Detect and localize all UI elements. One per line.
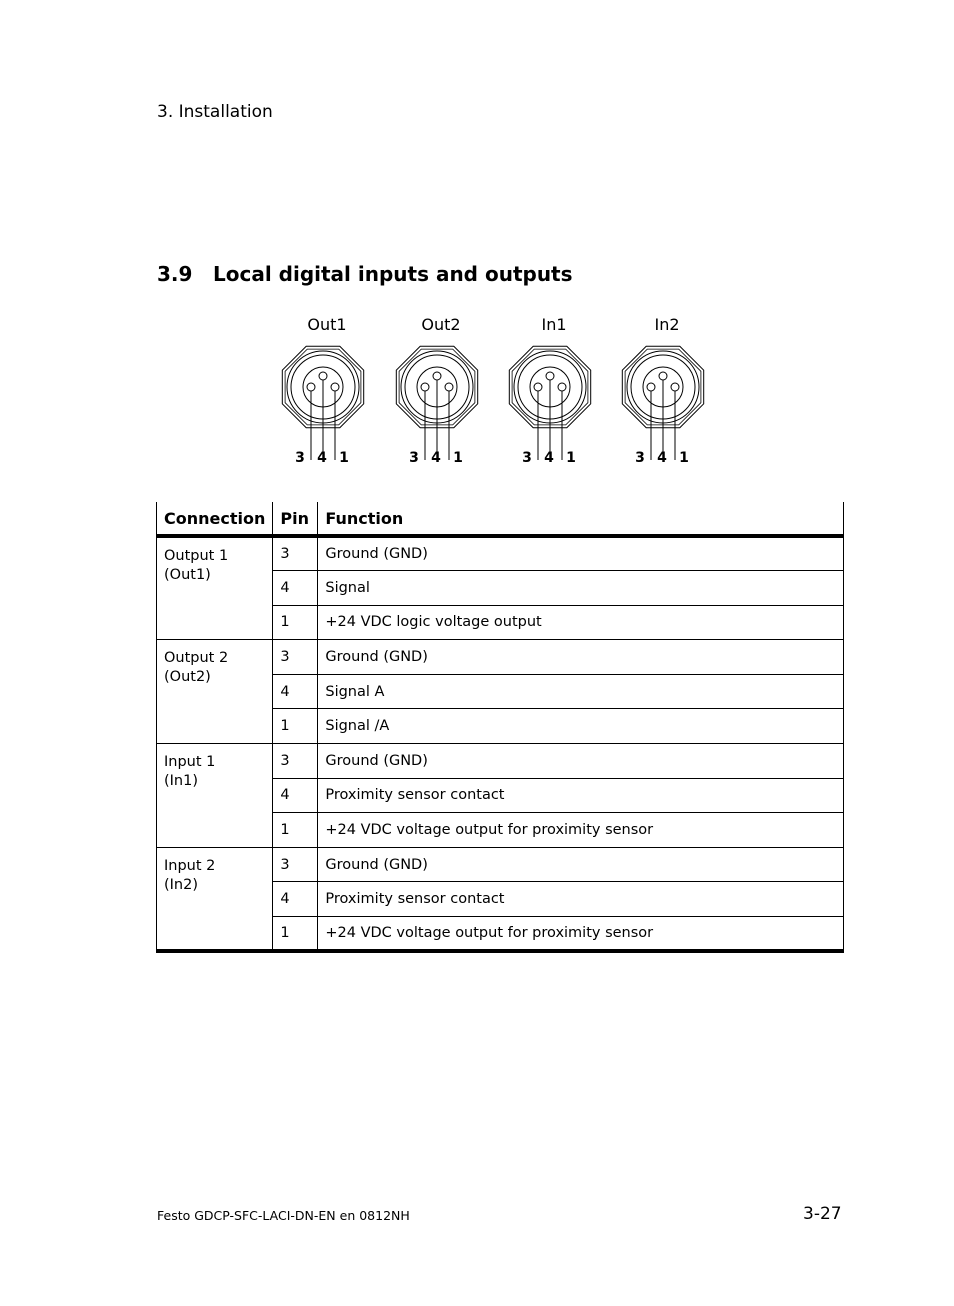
connector-diagram xyxy=(0,300,954,480)
connection-name: Input 2 xyxy=(164,857,216,874)
pin-cell: 3 xyxy=(273,640,318,675)
connection-cell xyxy=(157,640,273,744)
footer-document-id: Festo GDCP-SFC-LACI-DN-EN en 0812NH xyxy=(157,1208,410,1223)
table-row xyxy=(157,744,844,779)
pin-number: 4 xyxy=(431,450,441,466)
connection-name: Output 1 xyxy=(164,548,229,564)
connector-label: Out1 xyxy=(307,315,347,334)
pin-number: 1 xyxy=(339,450,349,466)
function-cell: Ground (GND) xyxy=(318,536,844,571)
connector-out1 xyxy=(282,315,363,466)
pin-hole xyxy=(433,372,441,380)
pin-cell: 4 xyxy=(273,778,318,813)
pin-cell: 3 xyxy=(273,744,318,779)
section-title: Local digital inputs and outputs xyxy=(213,262,573,286)
pin-cell: 4 xyxy=(273,571,318,606)
pin-cell: 3 xyxy=(273,536,318,571)
function-cell: Ground (GND) xyxy=(318,744,844,779)
pin-number: 4 xyxy=(544,450,554,466)
pin-hole xyxy=(421,383,429,391)
pin-number: 3 xyxy=(522,450,532,466)
pin-number: 3 xyxy=(635,450,645,466)
function-cell: Ground (GND) xyxy=(318,640,844,675)
header-function: Function xyxy=(318,502,844,536)
pin-number: 1 xyxy=(566,450,576,466)
pin-number: 3 xyxy=(409,450,419,466)
function-cell: +24 VDC voltage output for proximity sensor xyxy=(318,917,844,952)
pin-assignment-table xyxy=(156,502,844,953)
pin-hole xyxy=(319,372,327,380)
pin-cell: 1 xyxy=(273,813,318,848)
pin-hole xyxy=(659,372,667,380)
pin-cell: 4 xyxy=(273,674,318,709)
pin-number: 4 xyxy=(657,450,667,466)
function-cell: Proximity sensor contact xyxy=(318,882,844,917)
table-row xyxy=(157,640,844,675)
pin-hole xyxy=(534,383,542,391)
section-number: 3.9 xyxy=(157,262,193,286)
pin-number: 1 xyxy=(679,450,689,466)
pin-hole xyxy=(671,383,679,391)
pin-hole xyxy=(647,383,655,391)
function-cell: Signal /A xyxy=(318,709,844,744)
table-header-row xyxy=(157,502,844,536)
connector-label: In2 xyxy=(654,315,680,334)
pin-hole xyxy=(558,383,566,391)
table-row xyxy=(157,536,844,571)
running-head: 3. Installation xyxy=(157,102,273,122)
pin-cell: 1 xyxy=(273,605,318,640)
connection-code: (In2) xyxy=(164,876,199,893)
table-row xyxy=(157,847,844,882)
connection-cell xyxy=(157,536,273,640)
pin-cell: 4 xyxy=(273,882,318,917)
pin-cell: 1 xyxy=(273,917,318,952)
function-cell: Signal xyxy=(318,571,844,606)
pin-hole xyxy=(445,383,453,391)
pin-number: 1 xyxy=(453,450,463,466)
function-cell: Ground (GND) xyxy=(318,847,844,882)
pin-hole xyxy=(307,383,315,391)
pin-cell: 3 xyxy=(273,847,318,882)
header-connection: Connection xyxy=(157,502,273,536)
connection-cell xyxy=(157,847,273,951)
function-cell: Proximity sensor contact xyxy=(318,778,844,813)
header-pin: Pin xyxy=(273,502,318,536)
function-cell: Signal A xyxy=(318,674,844,709)
pin-number: 3 xyxy=(295,450,305,466)
connection-name: Output 2 xyxy=(164,650,229,667)
pin-cell: 1 xyxy=(273,709,318,744)
pin-number: 4 xyxy=(317,450,327,466)
function-cell: +24 VDC voltage output for proximity sensor xyxy=(318,813,844,848)
connection-name: Input 1 xyxy=(164,754,216,771)
connector-out2 xyxy=(396,315,477,466)
page-number: 3-27 xyxy=(803,1204,842,1224)
connection-code: (Out1) xyxy=(164,567,211,583)
pin-hole xyxy=(546,372,554,380)
section-heading xyxy=(157,262,573,286)
connector-in2 xyxy=(622,315,703,466)
connector-label: In1 xyxy=(541,315,567,334)
pin-hole xyxy=(331,383,339,391)
connection-cell xyxy=(157,744,273,848)
connector-label: Out2 xyxy=(421,315,461,334)
connection-code: (Out2) xyxy=(164,669,211,686)
function-cell: +24 VDC logic voltage output xyxy=(318,605,844,640)
connector-in1 xyxy=(509,315,590,466)
connection-code: (In1) xyxy=(164,773,199,790)
